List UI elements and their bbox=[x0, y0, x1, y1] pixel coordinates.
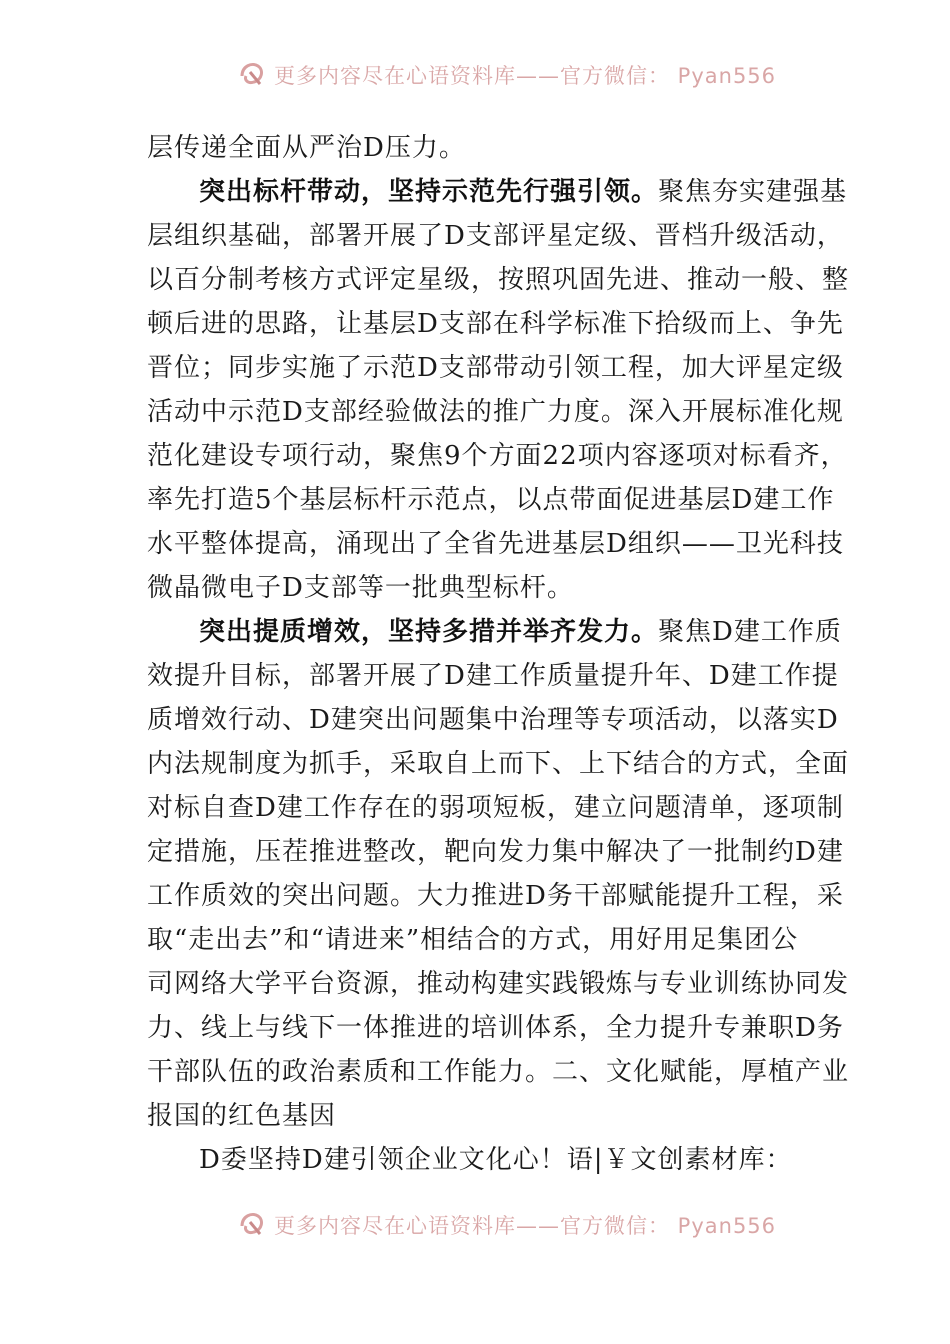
paragraph-line: 力、线上与线下一体推进的培训体系，全力提升专兼职D务 bbox=[147, 1013, 844, 1043]
paragraph-line: 以百分制考核方式评定星级，按照巩固先进、推动一般、整 bbox=[147, 265, 850, 295]
paragraph-line: 顿后进的思路，让基层D支部在科学标准下拾级而上、争先 bbox=[147, 309, 844, 339]
paragraph-line: 效提升目标，部署开展了D建工作质量提升年、D建工作提 bbox=[147, 661, 839, 691]
paragraph-line: 定措施，压茬推进整改，靶向发力集中解决了一批制约D建 bbox=[147, 837, 844, 867]
watermark-top bbox=[0, 56, 950, 90]
paragraph-line: 取“走出去”和“请进来”相结合的方式，用好用足集团公 bbox=[147, 925, 799, 955]
watermark-logo-icon bbox=[236, 1206, 270, 1240]
watermark-text: 更多内容尽在心语资料库——官方微信： Pyan556 bbox=[274, 1214, 777, 1238]
paragraph-line: 率先打造5个基层标杆示范点，以点带面促进基层D建工作 bbox=[147, 485, 835, 515]
paragraph-line: 晋位；同步实施了示范D支部带动引领工程，加大评星定级 bbox=[147, 353, 844, 383]
paragraph-line: 微晶微电子D支部等一批典型标杆。 bbox=[147, 573, 574, 603]
paragraph-line: 工作质效的突出问题。大力推进D务干部赋能提升工程，采 bbox=[147, 881, 844, 911]
paragraph-line: 范化建设专项行动，聚焦9个方面22项内容逐项对标看齐， bbox=[147, 441, 848, 471]
section-heading: 突出标杆带动，坚持示范先行强引领。 bbox=[199, 177, 659, 207]
paragraph-line: 层组织基础，部署开展了D支部评星定级、晋档升级活动， bbox=[147, 221, 844, 251]
paragraph-line: 突出提质增效，坚持多措并举齐发力。聚焦D建工作质 bbox=[199, 617, 842, 647]
watermark-bottom bbox=[0, 1206, 950, 1240]
paragraph-line: 司网络大学平台资源，推动构建实践锻炼与专业训练协同发 bbox=[147, 969, 850, 999]
paragraph-line: 内法规制度为抓手，采取自上而下、上下结合的方式，全面 bbox=[147, 749, 850, 779]
watermark-text: 更多内容尽在心语资料库——官方微信： Pyan556 bbox=[274, 64, 777, 88]
watermark-logo-icon bbox=[236, 56, 270, 90]
paragraph-line: 层传递全面从严治D压力。 bbox=[147, 133, 466, 163]
section-heading: 突出提质增效，坚持多措并举齐发力。 bbox=[199, 617, 659, 647]
paragraph-line: 水平整体提高，涌现出了全省先进基层D组织——卫光科技 bbox=[147, 529, 844, 559]
paragraph-line: 报国的红色基因 bbox=[147, 1101, 337, 1131]
paragraph-line: 质增效行动、D建突出问题集中治理等专项活动，以落实D bbox=[147, 705, 839, 735]
paragraph-line: 突出标杆带动，坚持示范先行强引领。聚焦夯实建强基 bbox=[199, 177, 848, 207]
paragraph-line: 干部队伍的政治素质和工作能力。二、文化赋能，厚植产业 bbox=[147, 1057, 850, 1087]
paragraph-line: D委坚持D建引领企业文化心！语|￥文创素材库： bbox=[199, 1145, 793, 1175]
paragraph-line: 对标自查D建工作存在的弱项短板，建立问题清单，逐项制 bbox=[147, 793, 844, 823]
paragraph-line: 活动中示范D支部经验做法的推广力度。深入开展标准化规 bbox=[147, 397, 844, 427]
document-body bbox=[147, 126, 850, 1182]
